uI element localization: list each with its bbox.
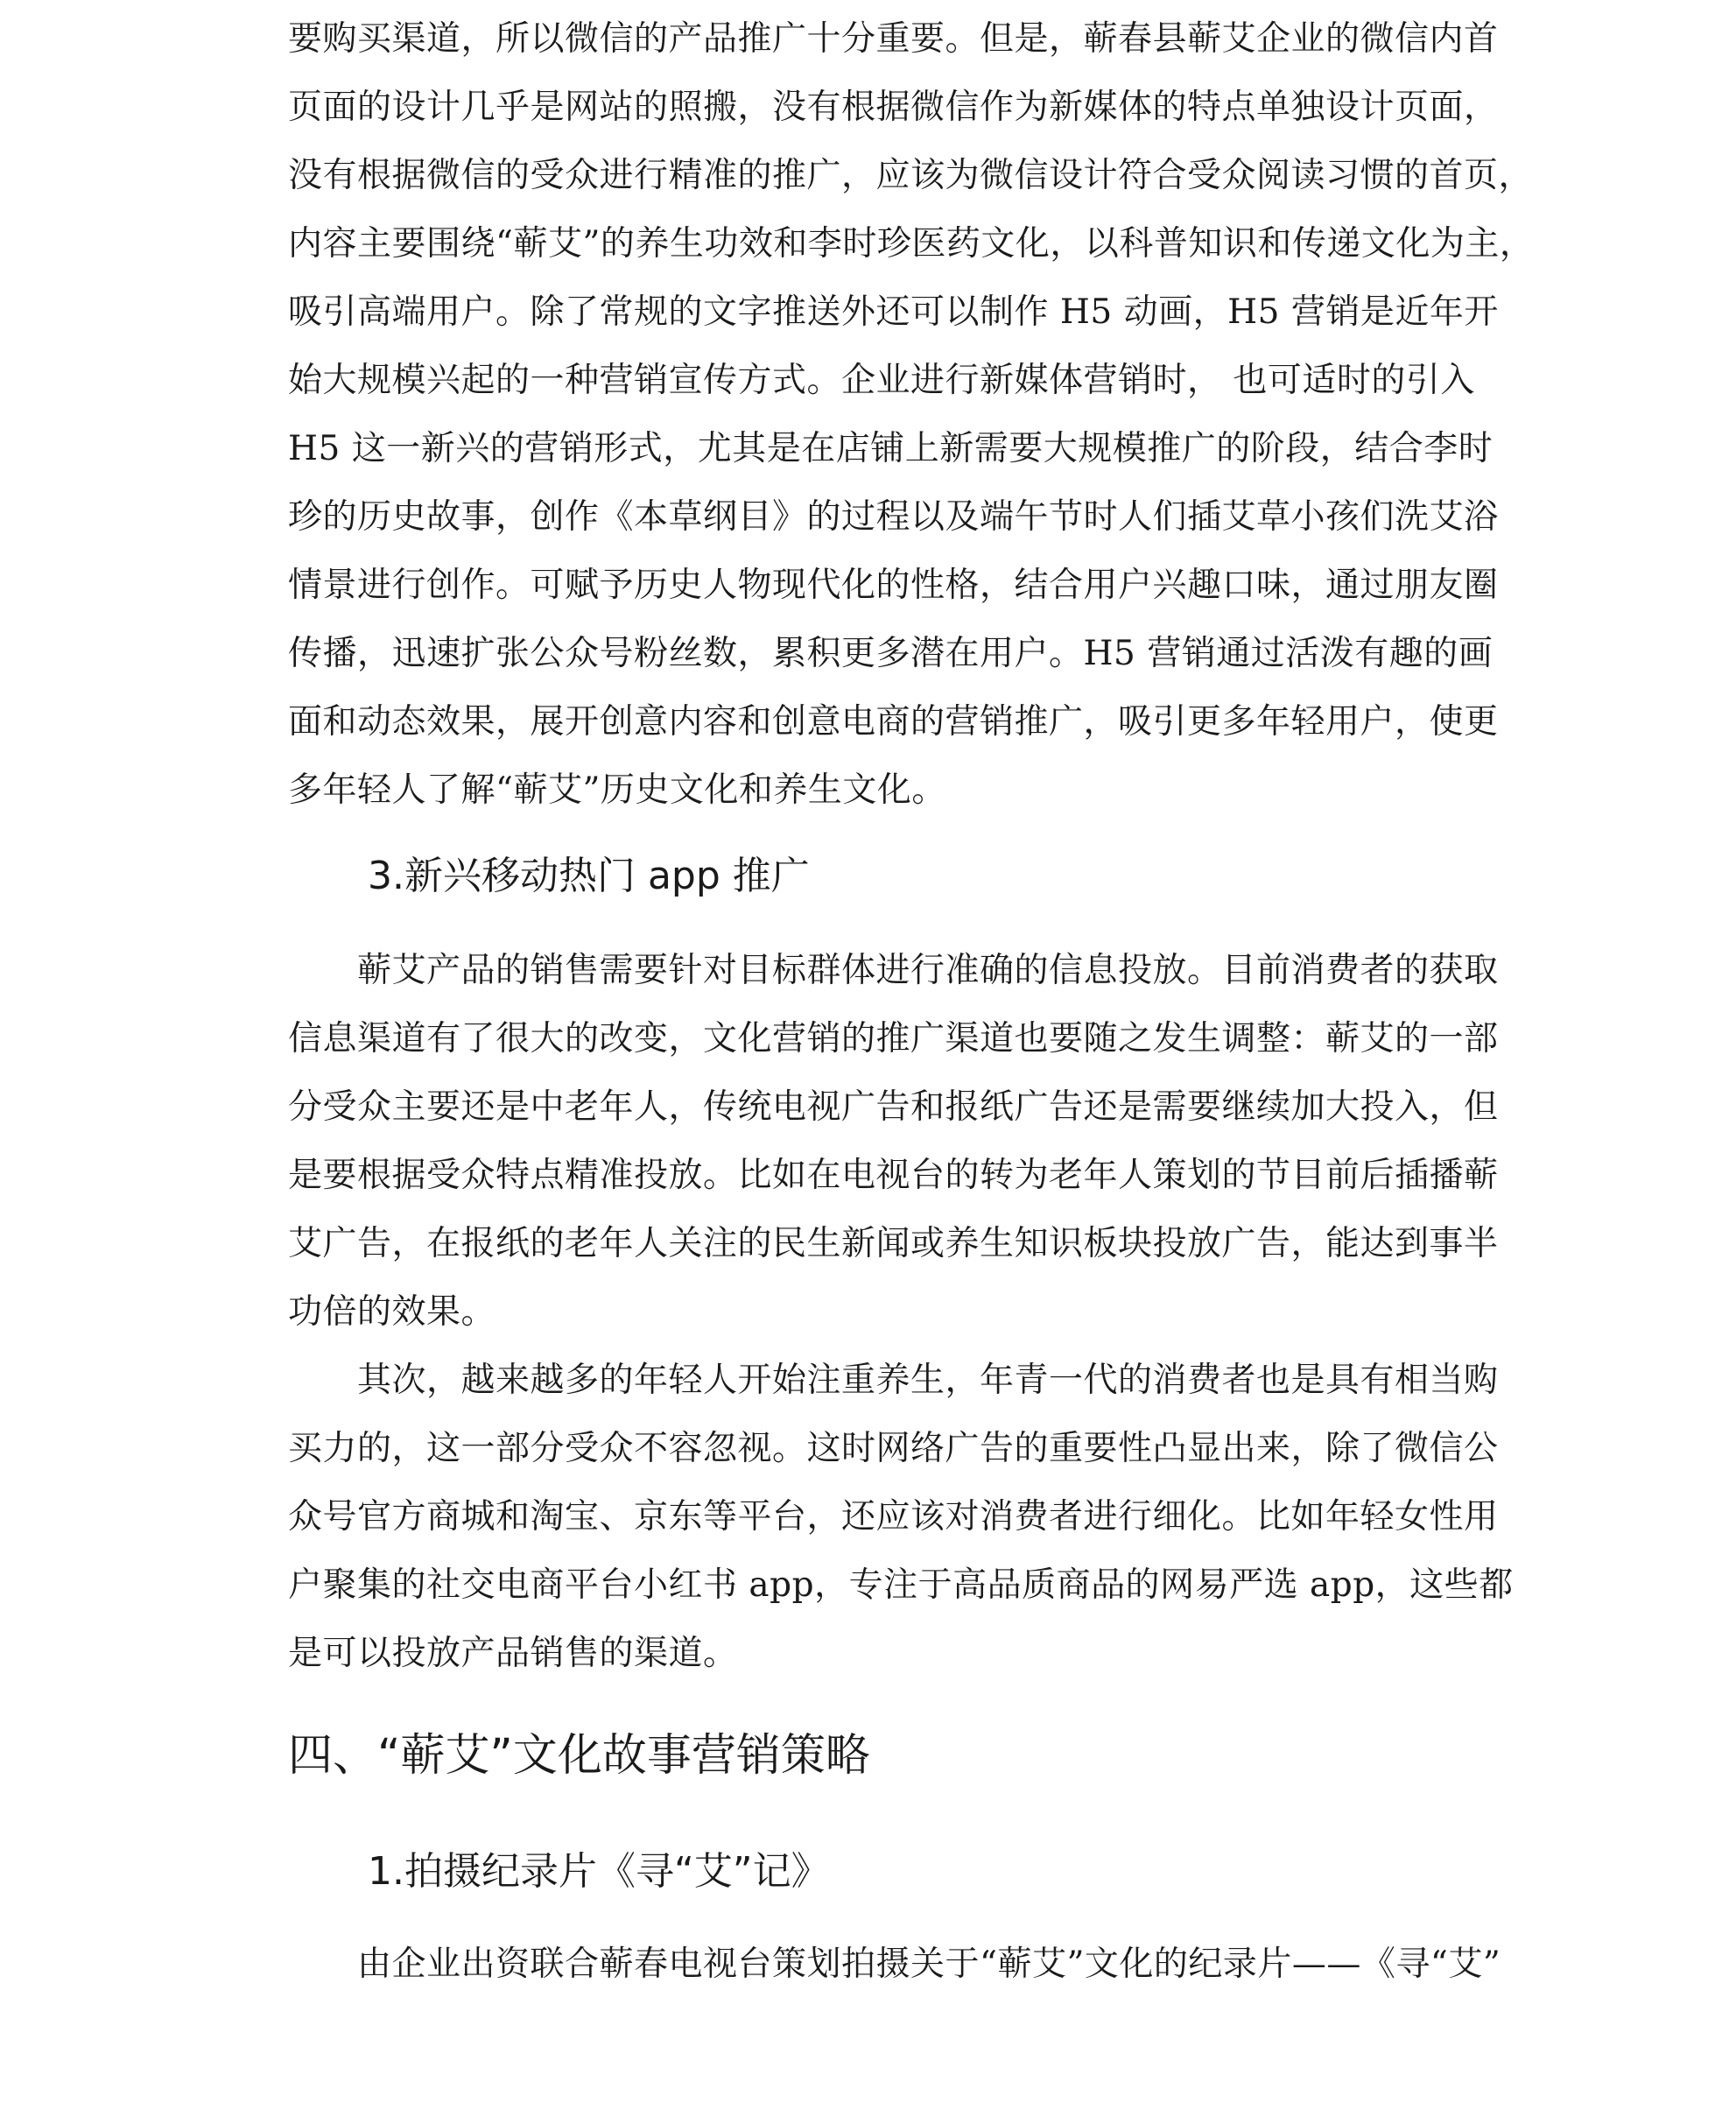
paragraph-3-line-4: 户聚集的社交电商平台小红书 app，专注于高品质商品的网易严选 app，这些都 <box>288 1565 1514 1605</box>
paragraph-2-line-1: 蕲艾产品的销售需要针对目标群体进行准确的信息投放。目前消费者的获取 <box>357 951 1499 990</box>
paragraph-3-line-5: 是可以投放产品销售的渠道。 <box>288 1634 738 1673</box>
paragraph-3-line-1: 其次，越来越多的年轻人开始注重养生，年青一代的消费者也是具有相当购 <box>357 1361 1499 1400</box>
paragraph-2-line-4: 是要根据受众特点精准投放。比如在电视台的转为老年人策划的节目前后插播蕲 <box>288 1156 1499 1195</box>
paragraph-1-line-2: 页面的设计几乎是网站的照搬，没有根据微信作为新媒体的特点单独设计页面， <box>288 88 1499 127</box>
paragraph-3-line-3: 众号官方商城和淘宝、京东等平台，还应该对消费者进行细化。比如年轻女性用 <box>288 1497 1499 1537</box>
paragraph-1-line-5: 吸引高端用户。除了常规的文字推送外还可以制作 H5 动画，H5 营销是近年开 <box>288 292 1499 332</box>
paragraph-2-line-2: 信息渠道有了很大的改变，文化营销的推广渠道也要随之发生调整：蕲艾的一部 <box>288 1019 1499 1058</box>
paragraph-1-line-6: 始大规模兴起的一种营销宣传方式。企业进行新媒体营销时， 也可适时的引入 <box>288 361 1475 400</box>
paragraph-1-line-11: 面和动态效果，展开创意内容和创意电商的营销推广，吸引更多年轻用户，使更 <box>288 702 1499 742</box>
heading-3: 3.新兴移动热门 app 推广 <box>368 854 810 898</box>
paragraph-2-line-5: 艾广告，在报纸的老年人关注的民生新闻或养生知识板块投放广告，能达到事半 <box>288 1224 1499 1263</box>
paragraph-1-line-8: 珍的历史故事，创作《本草纲目》的过程以及端午节时人们插艾草小孩们洗艾浴 <box>288 497 1499 537</box>
paragraph-1-line-7: H5 这一新兴的营销形式，尤其是在店铺上新需要大规模推广的阶段，结合李时 <box>288 429 1494 468</box>
paragraph-1-line-12: 多年轻人了解“蕲艾”历史文化和养生文化。 <box>288 770 946 810</box>
paragraph-3-line-2: 买力的，这一部分受众不容忽视。这时网络广告的重要性凸显出来，除了微信公 <box>288 1429 1499 1468</box>
paragraph-2-line-3: 分受众主要还是中老年人，传统电视广告和报纸广告还是需要继续加大投入，但 <box>288 1087 1499 1127</box>
heading-4-1: 1.拍摄纪录片《寻“艾”记》 <box>368 1849 830 1894</box>
paragraph-2-line-6: 功倍的效果。 <box>288 1292 496 1332</box>
section-4-title: 四、“蕲艾”文化故事营销策略 <box>288 1730 870 1782</box>
paragraph-4-line-1: 由企业出资联合蕲春电视台策划拍摄关于“蕲艾”文化的纪录片——《寻“艾” <box>357 1945 1501 1984</box>
paragraph-1-line-10: 传播，迅速扩张公众号粉丝数，累积更多潜在用户。H5 营销通过活泼有趣的画 <box>288 634 1494 673</box>
paragraph-1-line-1: 要购买渠道，所以微信的产品推广十分重要。但是，蕲春县蕲艾企业的微信内首 <box>288 19 1499 59</box>
paragraph-1-line-3: 没有根据微信的受众进行精准的推广，应该为微信设计符合受众阅读习惯的首页， <box>288 156 1534 195</box>
paragraph-1-line-4: 内容主要围绕“蕲艾”的养生功效和李时珍医药文化，以科普知识和传递文化为主， <box>288 224 1535 264</box>
paragraph-1-line-9: 情景进行创作。可赋予历史人物现代化的性格，结合用户兴趣口味，通过朋友圈 <box>288 566 1499 605</box>
